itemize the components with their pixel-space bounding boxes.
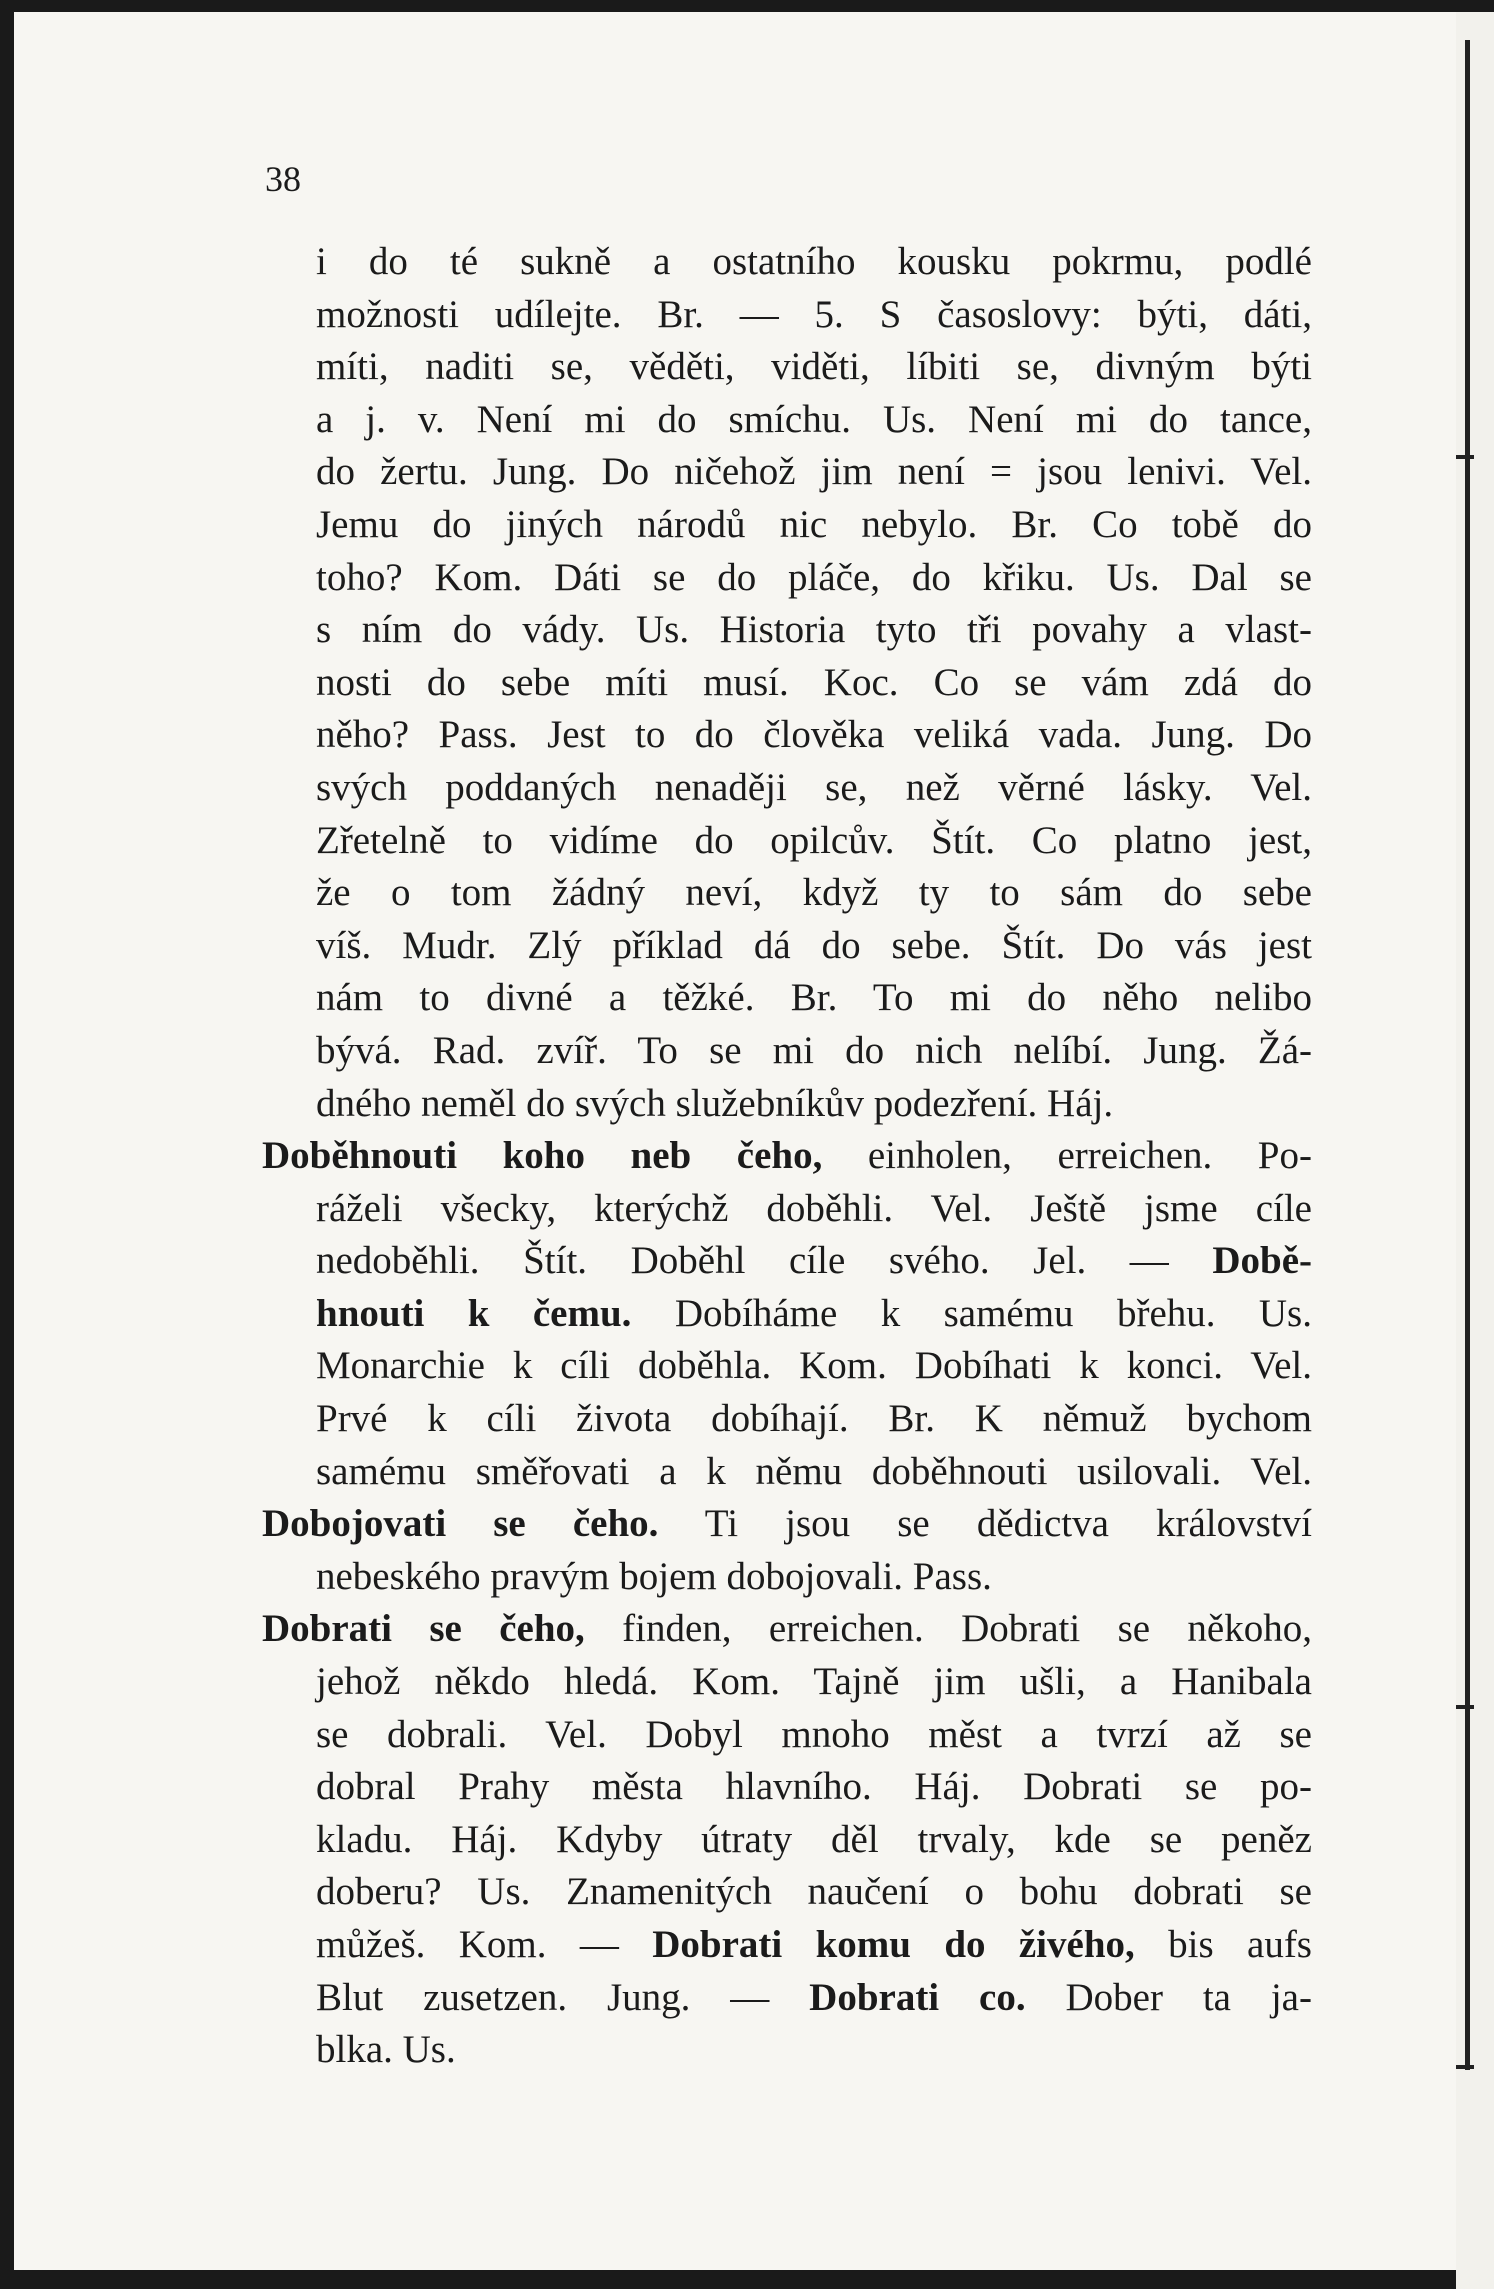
text-line (262, 762, 1312, 815)
headword: hnouti k čemu. (316, 1291, 632, 1335)
edge-tick (1456, 1705, 1474, 1709)
headword: Dobojovati se čeho. (262, 1502, 659, 1546)
text-line (262, 499, 1312, 552)
text-line (262, 1025, 1312, 1078)
line-text: něho? Pass. Jest to do člověka veliká vada. Jung. Do (316, 713, 1312, 757)
headword: Době- (1212, 1239, 1312, 1283)
text-line (262, 289, 1312, 342)
entry-headword-line (262, 1130, 1312, 1183)
text-line (262, 1866, 1312, 1919)
text-line (262, 972, 1312, 1025)
text-line (262, 1393, 1312, 1446)
text-line (262, 2024, 1312, 2077)
line-text: finden, erreichen. Dobrati se někoho, (584, 1607, 1312, 1651)
line-text: bis aufs (1134, 1923, 1312, 1966)
line-text: doberu? Us. Znamenitých naučení o bohu dobrati se (316, 1870, 1312, 1914)
line-text: dobral Prahy města hlavního. Háj. Dobrati se po- (316, 1765, 1312, 1809)
text-line (262, 604, 1312, 657)
text-line (262, 1235, 1312, 1288)
headword: Doběhnouti koho neb čeho, (262, 1134, 823, 1178)
text-line (262, 446, 1312, 499)
entry-headword-line (262, 1603, 1312, 1656)
line-text: se dobrali. Vel. Dobyl mnoho měst a tvrzí až se (316, 1712, 1312, 1756)
line-text: Prvé k cíli života dobíhají. Br. K němuž bychom (316, 1397, 1312, 1441)
headword: Dobrati co. (809, 1975, 1026, 2019)
line-text: nebeského pravým bojem dobojovali. Pass. (316, 1554, 992, 1598)
text-line (262, 394, 1312, 447)
headword: Dobrati komu do živého, (652, 1923, 1135, 1966)
line-text: do žertu. Jung. Do ničehož jim není = jsou lenivi. Vel. (316, 450, 1312, 494)
text-line (262, 657, 1312, 710)
text-line (262, 1919, 1312, 1972)
text-line (262, 815, 1312, 868)
line-text: bývá. Rad. zvíř. To se mi do nich nelíbí. Jung. Žá- (316, 1028, 1312, 1072)
text-line (262, 867, 1312, 920)
line-text: Blut zusetzen. Jung. — (316, 1975, 810, 2019)
dictionary-text (262, 236, 1312, 2077)
text-line (262, 1078, 1312, 1131)
text-line (262, 1446, 1312, 1499)
text-line (262, 1340, 1312, 1393)
text-line (262, 1709, 1312, 1762)
text-line (262, 1656, 1312, 1709)
line-text: samému směřovati a k němu doběhnouti usilovali. Vel. (316, 1449, 1312, 1493)
line-text: blka. Us. (316, 2028, 456, 2072)
line-text: toho? Kom. Dáti se do pláče, do křiku. Us. Dal se (316, 555, 1312, 599)
line-text: Jemu do jiných národů nic nebylo. Br. Co tobě do (316, 502, 1312, 546)
text-line (262, 236, 1312, 289)
text-line (262, 1761, 1312, 1814)
text-line (262, 341, 1312, 394)
edge-tick (1456, 2065, 1474, 2069)
text-line (262, 1972, 1312, 2025)
entry-headword-line (262, 1498, 1312, 1551)
line-text: nám to divné a těžké. Br. To mi do něho nelibo (316, 976, 1312, 1020)
line-text: Monarchie k cíli doběhla. Kom. Dobíhati k konci. Vel. (316, 1344, 1312, 1388)
headword: Dobrati se čeho, (262, 1607, 585, 1651)
line-text: s ním do vády. Us. Historia tyto tři povahy a vlast- (316, 608, 1312, 652)
text-line (262, 709, 1312, 762)
line-text: Ti jsou se dědictva království (658, 1502, 1312, 1546)
text-line (262, 1814, 1312, 1867)
line-text: einholen, erreichen. Po- (822, 1134, 1312, 1178)
line-text: a j. v. Není mi do smíchu. Us. Není mi do tance, (316, 397, 1312, 441)
line-text: nosti do sebe míti musí. Koc. Co se vám zdá do (316, 660, 1312, 704)
page-edge (1456, 12, 1494, 2289)
line-text: i do té sukně a ostatního kousku pokrmu, podlé (316, 240, 1312, 283)
line-text: možnosti udílejte. Br. — 5. S časoslovy: býti, dáti, (316, 292, 1312, 336)
line-text: svých poddaných nenaději se, než věrné lásky. Vel. (316, 765, 1312, 809)
line-text: jehož někdo hledá. Kom. Tajně jim ušli, a Hanibala (316, 1660, 1312, 1704)
line-text: kladu. Háj. Kdyby útraty děl trvaly, kde se peněz (316, 1817, 1312, 1861)
page-edge-rule (1465, 40, 1470, 2070)
text-line (262, 920, 1312, 973)
line-text: Dober ta ja- (1025, 1975, 1312, 2019)
page-number: 38 (265, 159, 301, 199)
line-text: míti, naditi se, věděti, viděti, líbiti se, divným býti (316, 345, 1312, 389)
text-line (262, 1183, 1312, 1236)
edge-tick (1456, 455, 1474, 459)
line-text: Dobíháme k samému břehu. Us. (631, 1291, 1312, 1335)
line-text: nedoběhli. Štít. Doběhl cíle svého. Jel. — (316, 1239, 1213, 1283)
line-text: že o tom žádný neví, když ty to sám do sebe (316, 871, 1312, 915)
line-text: Zřetelně to vidíme do opilcův. Štít. Co platno jest, (316, 818, 1312, 862)
entry-headword-line (262, 1288, 1312, 1341)
text-line (262, 1551, 1312, 1604)
text-line (262, 552, 1312, 605)
line-text: můžeš. Kom. — (316, 1923, 653, 1966)
line-text: víš. Mudr. Zlý příklad dá do sebe. Štít. Do vás jest (316, 923, 1312, 967)
line-text: ráželi všecky, kterýchž doběhli. Vel. Ještě jsme cíle (316, 1186, 1312, 1230)
line-text: dného neměl do svých služebníkův podezření. Háj. (316, 1081, 1114, 1125)
